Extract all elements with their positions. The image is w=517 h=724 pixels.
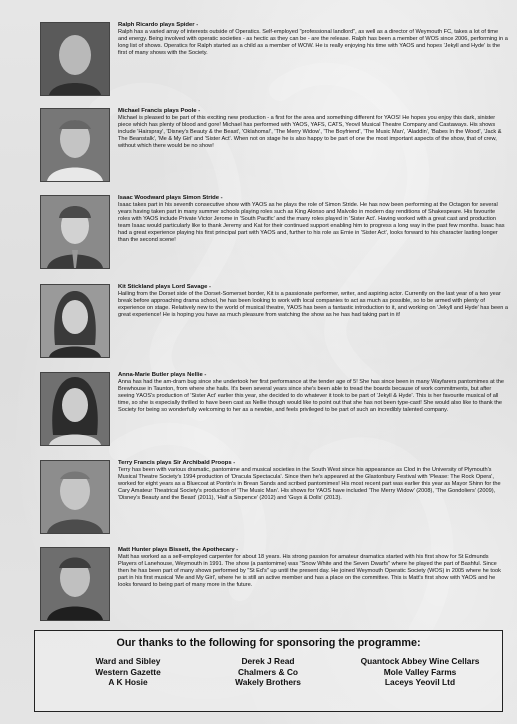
cast-bio: Terry has been with various dramatic, pantomime and musical societies in the South West since his appearance as Clod in the University of Plymouth's Musical Theatre Society's 1994 production of 'Dracula Spectacula'. Since then he's appeared at the Glastonbury Festival with 'Please: The Rock Opera', worked for eight years as a Bluecoat at Pontin's in Brean Sands and scribed pantomimes! His most recent part was earlier this year as Mayor Shinn for the Cary Amateur Theatrical Society's production of 'The Music Man'. His shows for YAOS have included 'The Merry Widow' (2008), 'The Gondoliers' (2009), 'Disney's Beauty and the Beast' (2011), 'Half a Sixpence' (2012) and 'Guys & Dolls' (2013). [118, 467, 501, 501]
cast-entry [40, 372, 510, 452]
cast-entry [40, 547, 510, 627]
cast-entry [40, 284, 510, 364]
sponsor-name: Derek J Read [241, 656, 295, 666]
cast-bio: Ralph has a varied array of interests outside of Operatics. Self-employed "professional landlord", as well as a director of Weymouth FC, takes a lot of time and energy. Being involved with operatic societies - as hectic as they can be - are the release. Ralph has been a member of WOS since 2006, performing in a long list of shows. Operatics for Ralph started as a child as a member of WOW. He is really enjoying his time with YAOS and hopes 'Jekyll and Hyde' is the first of many shows with the Society. [118, 29, 508, 56]
sponsor-name: Western Gazette [95, 666, 161, 677]
sponsor-name: Wakely Brothers [235, 677, 301, 688]
sponsors-column [73, 656, 183, 688]
sponsor-name: Mole Valley Farms [383, 666, 457, 677]
sponsors-column [345, 656, 495, 688]
cast-bio: Matt has worked as a self-employed carpenter for about 18 years. His strong passion for amateur dramatics started with his first show for St Edmunds Players of Lanehouse, Weymouth in 1991. The show (a pantomime) was "Snow White and the Seven Dwarfs" where he played the part of Bashful. Since then he has been part of many shows performed by "St Ed's" up until the present day. He joined Weymouth Operatic Society (WOS) in 2005 where he took part in his first musical 'Me and My Girl', where he is still an active member and has a place on the committee. This is Matt's first show with YAOS and he looks forward to being part of many more in the future. [118, 554, 501, 588]
sponsor-name: Ward and Sibley [95, 656, 161, 666]
cast-photo [40, 547, 110, 621]
sponsor-name: A K Hosie [108, 677, 148, 688]
cast-entry [40, 195, 510, 275]
cast-bio: Michael is pleased to be part of this exciting new production - a first for the area and something different for YAOS! He hopes you enjoy this dark, sinister piece which has plenty of blood and gore! Michael has performed with YAOS, YAFS, CATS, Yeovil Musical Theatre Company and Castaways. His shows include 'Hairspray', 'Disney's Beauty & the Beast', 'Oklahoma!', 'The Merry Widow', 'The Boyfriend', 'The Music Man', 'Aladdin', 'Babes In the Wood', 'Jack & The Beanstalk', 'Me & My Girl' and 'Sister Act'. When not on stage he is also happy to be part of one the most important aspects of the show, that of crew, without which there would be no show! [118, 115, 502, 149]
cast-entry [40, 460, 510, 540]
cast-photo [40, 195, 110, 269]
cast-bio: Hailing from the Dorset side of the Dorset-Somerset border, Kit is a passionate performer, writer, and aspiring actor. Currently on the last year of a two year break before approaching drama school, he has been looking to work with local companies to act as much as possible, so to be armed with plenty of experience on stage. Relatively new to the world of musical theatre, YAOS has been a fantastic introduction to it, and working on 'Jekyll and Hyde' has been a great experience! He is hoping you have as much pleasure from watching the show as he has had taking part in it! [118, 291, 508, 318]
cast-name: Terry Francis plays Sir Archibald Proops - [118, 460, 236, 466]
cast-entry [40, 108, 510, 188]
cast-bio: Anna has had the am-dram bug since she undertook her first performance at the tender age of 5! She has since been in many Wayfarers pantomimes at the Brewhouse in Taunton, from where she hails. It's been several years since she's been able to tread the boards because of work commitments, but after seeing YAOS's production of 'Sister Act' earlier this year, she decided to do whatever it took to be part of 'Jekyll & Hyde'. This is her favourite musical of all time, so she is especially thrilled to have been cast as Nellie though would like to point out that she has not been type-cast! She would also like to thank the Society for being so wonderfully welcoming to her as a newbie, and feels privileged to be part of such an incredibly talented company. [118, 379, 504, 413]
cast-photo [40, 284, 110, 358]
cast-name: Matt Hunter plays Bissett, the Apothecary - [118, 547, 239, 553]
cast-name: Michael Francis plays Poole - [118, 108, 201, 114]
cast-name: Isaac Woodward plays Simon Stride - [118, 195, 223, 201]
sponsors-title: Our thanks to the following for sponsoring the programme: [116, 637, 421, 649]
cast-name: Anna-Marie Butler plays Nellie - [118, 372, 207, 378]
cast-photo [40, 108, 110, 182]
cast-photo [40, 460, 110, 534]
cast-bio: Isaac takes part in his seventh consecutive show with YAOS as he plays the role of Simon Stride. He has now been performing at the Octagon for several years having taken part in many summer schools playing roles such as King Alonso and Malvolio in modern day renditions of Shakespeare. His favourite roles with YAOS include Private Victor Jerome in 'South Pacific' and the many roles played in 'Sister Act'. Having worked with a great cast and production team Isaac would particularly like to thank Jeremy and Kat for their continued support enabling him to progress a long way in the past few months. Isaac has had a great experience playing his first principal part with YAOS and, further to his role as Ernie in 'Sister Act', looks forward to his character lasting longer than the second scene! [118, 202, 505, 243]
sponsor-name: Quantock Abbey Wine Cellars [360, 656, 480, 666]
cast-entry [40, 22, 510, 102]
sponsor-name: Chalmers & Co [237, 666, 299, 677]
cast-name: Kit Stickland plays Lord Savage - [118, 284, 211, 290]
sponsor-name: Laceys Yeovil Ltd [384, 677, 456, 688]
cast-name: Ralph Ricardo plays Spider - [118, 22, 199, 28]
sponsors-column [213, 656, 323, 688]
cast-photo [40, 372, 110, 446]
sponsors-box [34, 630, 503, 712]
cast-photo [40, 22, 110, 96]
